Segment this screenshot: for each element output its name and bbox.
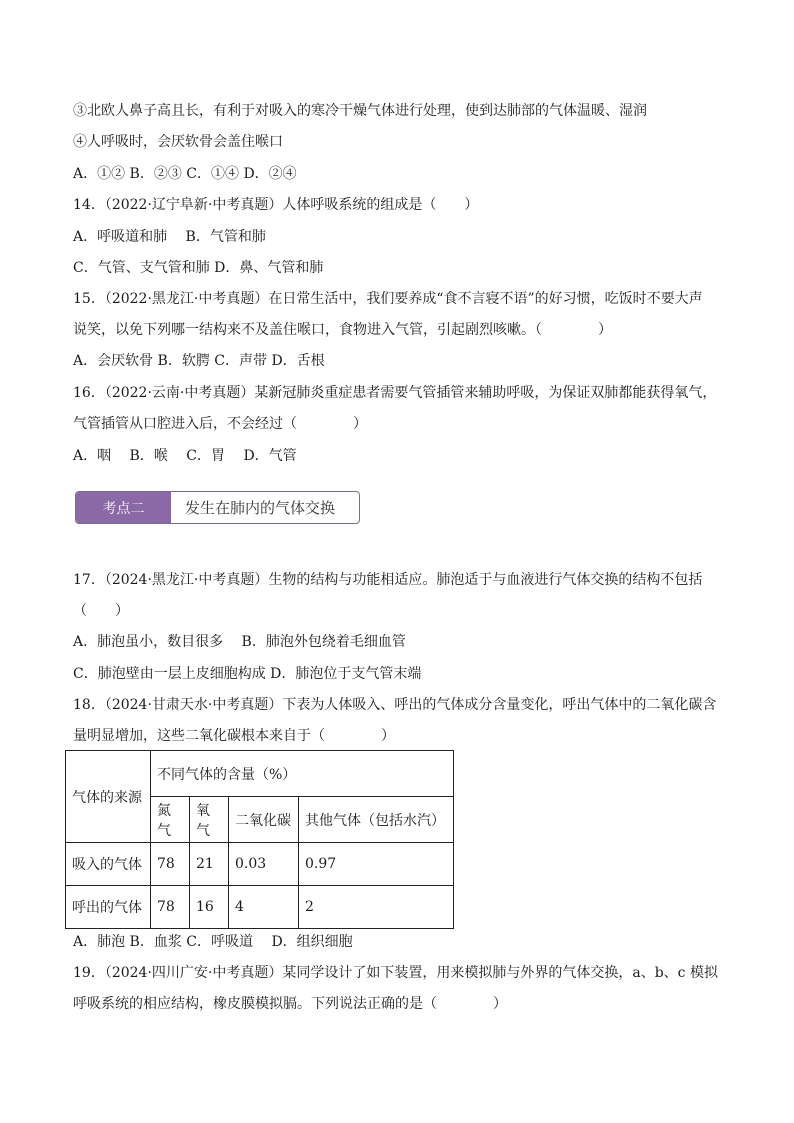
table-cell: 4	[229, 886, 299, 929]
table-cell: 78	[151, 886, 190, 929]
table-row	[66, 843, 454, 886]
question-14: 14．（2022·辽宁阜新·中考真题）人体呼吸系统的组成是（ ）	[73, 197, 479, 213]
question-17-line-2: （ ）	[73, 603, 129, 619]
section-tag: 考点二	[76, 492, 171, 523]
table-cell: 21	[190, 843, 229, 886]
q17-options-cd: C．肺泡壁由一层上皮细胞构成 D．肺泡位于支气管末端	[73, 666, 422, 682]
q17-options-ab: A．肺泡虽小，数目很多 B．肺泡外包绕着毛细血管	[73, 634, 406, 650]
table-cell: 2	[299, 886, 454, 929]
question-19-line-2: 呼吸系统的相应结构，橡皮膜模拟膈。下列说法正确的是（ ）	[73, 996, 507, 1012]
question-16-line-1: 16．（2022·云南·中考真题）某新冠肺炎重症患者需要气管插管来辅助呼吸，为保证双肺都能获得氧气，	[73, 385, 717, 401]
gas-content-table	[65, 750, 454, 929]
q16-options: A．咽 B．喉 C．胃 D．气管	[73, 448, 297, 464]
q18-options: A．肺泡 B．血浆 C．呼吸道 D．组织细胞	[73, 934, 353, 950]
q13-options: A．①② B．②③ C．①④ D．②④	[73, 166, 297, 182]
q15-options: A．会厌软骨 B．软腭 C．声带 D．舌根	[73, 353, 325, 369]
table-col-nitrogen: 氮气	[151, 797, 190, 843]
question-15-line-1: 15．（2022·黑龙江·中考真题）在日常生活中，我们要养成“食不言寝不语”的好习惯，吃饭时不要大声	[73, 291, 703, 307]
question-18-line-1: 18．（2024·甘肃天水·中考真题）下表为人体吸入、呼出的气体成分含量变化，呼出气体中的二氧化碳含	[73, 697, 717, 713]
table-col-oxygen: 氧气	[190, 797, 229, 843]
table-header-content: 不同气体的含量（%）	[151, 751, 454, 797]
option-line-3: ③北欧人鼻子高且长，有利于对吸入的寒冷干燥气体进行处理，使到达肺部的气体温暖、湿润	[73, 103, 647, 119]
table-col-other: 其他气体（包括水汽）	[299, 797, 454, 843]
question-17-line-1: 17．（2024·黑龙江·中考真题）生物的结构与功能相适应。肺泡适于与血液进行气体交换的结构不包括	[73, 572, 703, 588]
question-16-line-2: 气管插管从口腔进入后，不会经过（ ）	[73, 416, 367, 432]
table-cell: 16	[190, 886, 229, 929]
q14-options-ab: A．呼吸道和肺 B．气管和肺	[73, 229, 266, 245]
table-col-co2: 二氧化碳	[229, 797, 299, 843]
question-15-line-2: 说笑，以免下列哪一结构来不及盖住喉口，食物进入气管，引起剧烈咳嗽。（ ）	[73, 322, 612, 338]
section-title: 发生在肺内的气体交换	[185, 499, 336, 517]
row-label: 呼出的气体	[66, 886, 151, 929]
table-row	[66, 886, 454, 929]
section-header	[75, 491, 360, 524]
q14-options-cd: C．气管、支气管和肺 D．鼻、气管和肺	[73, 260, 324, 276]
table-cell: 78	[151, 843, 190, 886]
table-cell: 0.97	[299, 843, 454, 886]
table-cell: 0.03	[229, 843, 299, 886]
option-line-4: ④人呼吸时，会厌软骨会盖住喉口	[73, 134, 283, 150]
question-18-line-2: 量明显增加，这些二氧化碳根本来自于（ ）	[73, 728, 395, 744]
table-header-source: 气体的来源	[66, 751, 151, 843]
row-label: 吸入的气体	[66, 843, 151, 886]
question-19-line-1: 19．（2024·四川广安·中考真题）某同学设计了如下装置，用来模拟肺与外界的气体交换，a、b、c 模拟	[73, 965, 718, 981]
